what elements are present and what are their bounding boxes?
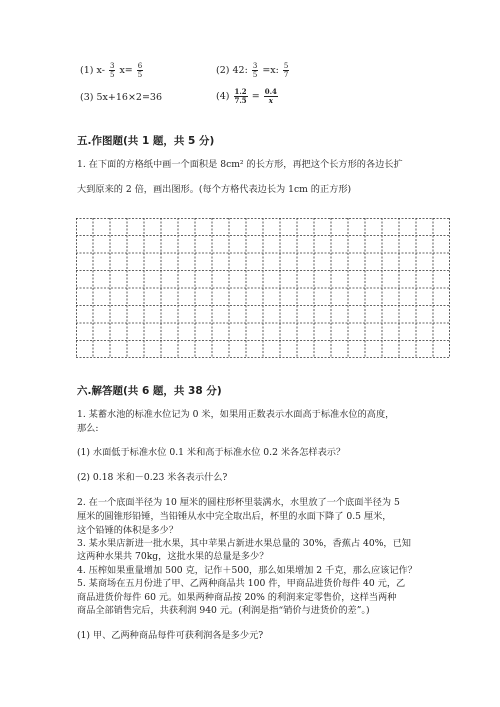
question-4-line: 4. 压榨如果重量增加 500 克，记作＋500，那么如果增加 2 千克，那么应该记作？: [77, 565, 417, 576]
grid-svg: [76, 218, 450, 358]
section-6-title: 六.解答题(共 6 题，共 38 分): [77, 385, 222, 397]
equation-term: 5x+16×2=36: [96, 92, 163, 103]
equation-label: (3): [80, 92, 94, 103]
equation-label: (1): [80, 65, 94, 76]
denominator: 7.5: [234, 96, 247, 105]
fraction: [264, 88, 278, 105]
numerator: 5: [283, 62, 289, 70]
equation-term: =x:: [262, 65, 279, 76]
numerator: 1.2: [234, 87, 247, 96]
question-5-line: 商品全部销售完后，共获利润 940 元。(利润是指“销价与进货价的差”。): [77, 605, 370, 616]
question-5-line: 5. 某商场在五月份进了甲、乙两种商品共 100 件，甲商品进货价每件 40 元，乙: [77, 578, 406, 589]
fraction: [252, 62, 258, 79]
question-1-sub-2: (2) 0.18 米和－0.23 米各表示什么?: [77, 472, 228, 483]
denominator: 5: [137, 71, 143, 79]
question-1-sub-1: (1) 水面低于标准水位 0.1 米和高于标准水位 0.2 米各怎样表示？: [77, 447, 346, 458]
equation-term: x=: [119, 65, 133, 76]
question-2-line: 这个铅锤的体积是多少？: [77, 525, 179, 536]
equation-term: =: [251, 91, 260, 102]
numerator: 0.4: [264, 87, 277, 96]
numerator: 3: [109, 62, 115, 70]
denominator: 5: [109, 71, 115, 79]
square-grid-paper: [76, 218, 450, 358]
question-2-line: 2. 在一个底面半径为 10 厘米的圆柱形杯里装满水，水里放了一个底面半径为 5: [77, 497, 400, 508]
question-5-line: 商品进货价每件 60 元。如果两种商品按 20% 的利润来定零售价，这样当两种: [77, 592, 397, 603]
fraction: [283, 62, 289, 79]
equation-1: [80, 62, 144, 79]
denominator: 7: [283, 71, 289, 79]
equation-3: [80, 92, 162, 103]
question-3-line: 这两种水果共 70kg，这批水果的总量是多少？: [77, 551, 269, 562]
equation-term: x-: [96, 65, 105, 76]
section-5-question-line: 大到原来的 2 倍，画出图形。(每个方格代表边长为 1cm 的正方形): [77, 184, 352, 195]
numerator: 6: [137, 62, 143, 70]
section-5-title: 五.作图题(共 1 题，共 5 分): [77, 135, 215, 147]
fraction: [137, 62, 143, 79]
equation-2: [216, 62, 290, 79]
fraction: [109, 62, 115, 79]
question-1-line: 1. 某蓄水池的标准水位记为 0 米，如果用正数表示水面高于标准水位的高度，: [77, 409, 395, 420]
equation-4: [216, 88, 279, 105]
denominator: x: [268, 96, 273, 105]
fraction: [234, 88, 248, 105]
question-5-sub-1: (1) 甲、乙两种商品每件可获利润各是多少元?: [77, 630, 264, 641]
denominator: 5: [252, 71, 258, 79]
section-5-question-line: 1. 在下面的方格纸中画一个面积是 8cm² 的长方形，再把这个长方形的各边长扩: [77, 159, 403, 170]
numerator: 3: [252, 62, 258, 70]
question-2-line: 厘米的圆锥形铅锤，当铅锤从水中完全取出后，杯里的水面下降了 0.5 厘米，: [77, 511, 392, 522]
equation-label: (2): [216, 65, 230, 76]
question-3-line: 3. 某水果店新进一批水果，其中苹果占新进水果总量的 30%，香蕉占 40%，已知: [77, 538, 411, 549]
question-1-line: 那么:: [77, 423, 99, 434]
equation-label: (4): [216, 91, 230, 102]
equation-term: 42:: [232, 65, 248, 76]
